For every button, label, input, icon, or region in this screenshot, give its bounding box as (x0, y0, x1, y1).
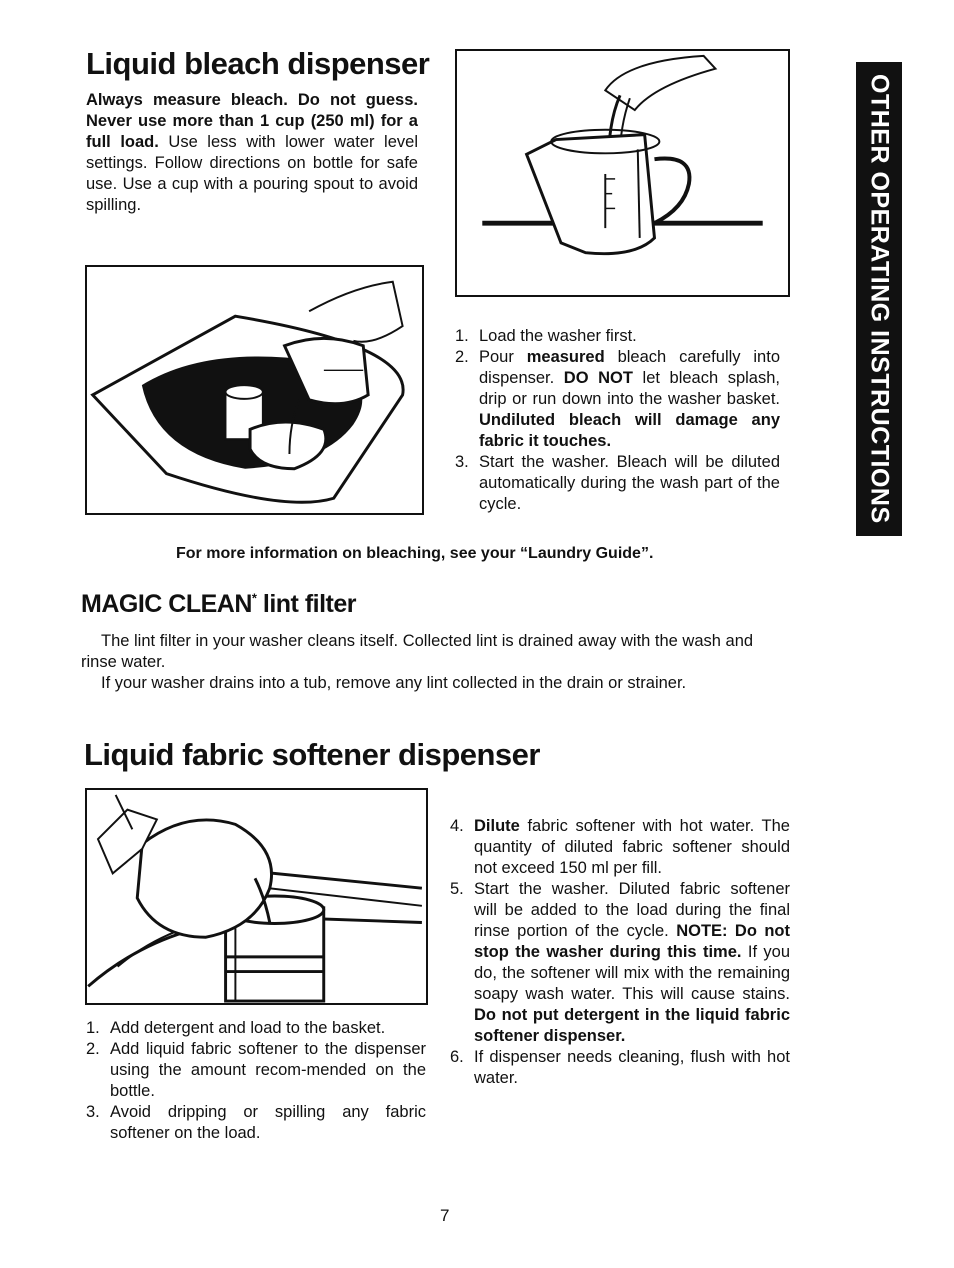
list-item (86, 1102, 426, 1144)
lint-title (81, 590, 356, 619)
lint-title-rest: lint filter (256, 590, 357, 618)
list-item (455, 326, 780, 347)
step-number: 1. (455, 327, 469, 345)
step-text: If you do, the softener will mix with the remaining soapy wash water. This will cause stains. (474, 943, 791, 1003)
lint-para-2: If your washer drains into a tub, remove any lint collected in the drain or strainer. (101, 674, 687, 692)
bleach-intro-text: Use less with lower water level settings. Follow directions on bottle for safe use. Use a cup with a pouring spout to avoid spilling. (86, 133, 418, 214)
step-text-bold: Do not put detergent in the liquid fabric softener dispenser. (474, 1006, 790, 1045)
step-text: If dispenser needs cleaning, flush with hot water. (474, 1048, 790, 1087)
softener-steps-right (450, 816, 790, 1089)
lint-title-main: MAGIC CLEAN (81, 590, 252, 618)
bleach-more-info: For more information on bleaching, see your “Laundry Guide”. (176, 545, 654, 562)
step-text: let bleach splash, drip or run down into the washer basket. (479, 369, 780, 408)
step-number: 2. (86, 1040, 100, 1058)
step-text: fabric softener with hot water. The quantity of diluted fabric softener should not exceed 150 ml per fill. (474, 817, 790, 877)
step-text-bold: DO NOT (563, 369, 633, 387)
step-number: 3. (455, 453, 469, 471)
step-number: 5. (450, 880, 464, 898)
measuring-cup-illustration (457, 51, 788, 295)
step-number: 1. (86, 1019, 100, 1037)
step-number: 6. (450, 1048, 464, 1066)
list-item (455, 347, 780, 452)
list-item (450, 816, 790, 879)
softener-title: Liquid fabric softener dispenser (84, 737, 540, 772)
section-side-tab: OTHER OPERATING INSTRUCTIONS (856, 62, 902, 536)
lint-title-mark: * (251, 590, 257, 606)
step-text: Avoid dripping or spilling any fabric softener on the load. (110, 1103, 426, 1142)
step-text: Load the washer first. (479, 327, 637, 345)
step-text-bold: Dilute (474, 817, 520, 835)
step-text-bold: Undiluted bleach will damage any fabric it touches. (479, 411, 780, 450)
figure-softener-dispenser (85, 788, 428, 1005)
step-text: Add liquid fabric softener to the dispenser using the amount recom-mended on the bottle. (110, 1040, 426, 1100)
step-text-bold: measured (526, 348, 605, 366)
softener-steps-left (86, 1018, 426, 1144)
step-text: Pour (479, 348, 527, 366)
step-text-bold: NOTE: Do not stop the washer during this time. (474, 922, 790, 961)
list-item (455, 452, 780, 515)
bleach-intro-warning: Always measure bleach. Do not guess. Never use more than 1 cup (250 ml) for a full load. (86, 91, 418, 151)
page-number: 7 (440, 1206, 450, 1225)
list-item (450, 879, 790, 1047)
figure-measuring-cup (455, 49, 790, 297)
step-text: bleach carefully into dispenser. (479, 348, 780, 387)
list-item (86, 1018, 426, 1039)
lint-body (81, 631, 791, 694)
bleach-intro (86, 90, 418, 216)
figure-bleach-dispenser (85, 265, 424, 515)
list-item (86, 1039, 426, 1102)
bleach-dispenser-illustration (87, 267, 422, 513)
lint-para-1: The lint filter in your washer cleans itself. Collected lint is drained away with the wash and rinse water. (81, 632, 754, 671)
bleach-steps (455, 326, 780, 515)
step-number: 4. (450, 817, 464, 835)
step-text: Start the washer. Bleach will be diluted automatically during the wash part of the cycle. (479, 453, 780, 513)
step-number: 2. (455, 348, 469, 366)
softener-dispenser-illustration (87, 790, 426, 1003)
list-item (450, 1047, 790, 1089)
step-text: Add detergent and load to the basket. (110, 1019, 386, 1037)
step-text: Start the washer. Diluted fabric softener will be added to the load during the final rinse portion of the cycle. (474, 880, 790, 940)
step-number: 3. (86, 1103, 100, 1121)
bleach-title: Liquid bleach dispenser (86, 46, 430, 81)
